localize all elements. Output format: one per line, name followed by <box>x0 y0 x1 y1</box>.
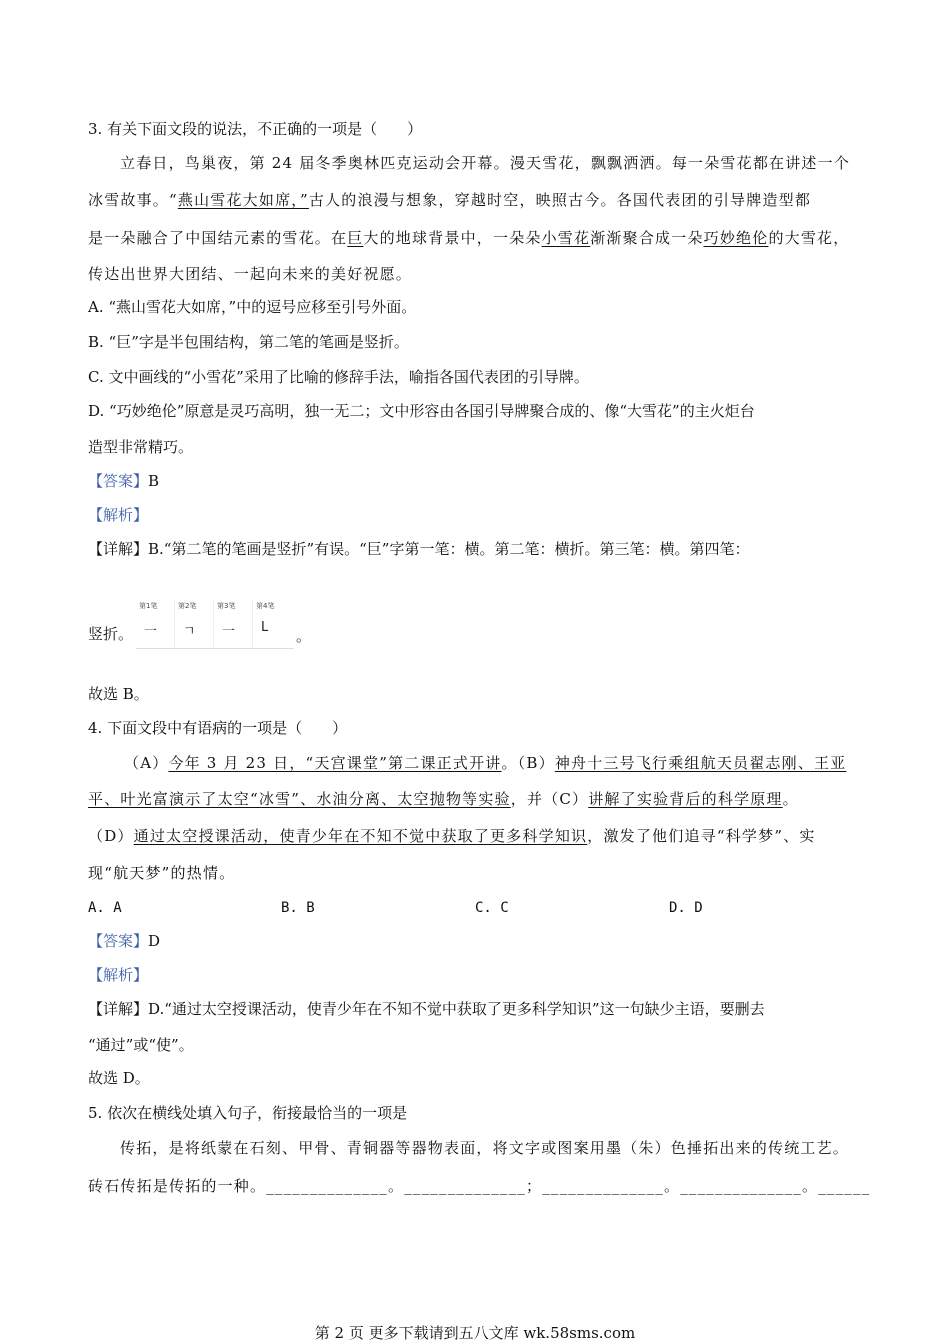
q4-answer: 【答案】D <box>88 932 161 950</box>
q4-passage-line-2: 平、叶光富演示了太空“冰雪”、水油分离、太空抛物等实验，并（C）讲解了实验背后的科学原理。 <box>88 790 799 808</box>
q3-analysis-tag: 【解析】 <box>88 506 149 524</box>
q4-option-c: C. C <box>475 900 509 916</box>
q3-passage-line-4: 传达出世界大团结、一起向未来的美好祝愿。 <box>88 265 413 283</box>
stroke-2: 第2笔 ㄱ <box>175 600 214 648</box>
q3-passage-line-2: 冰雪故事。“燕山雪花大如席，”古人的浪漫与想象，穿越时空，映照古今。各国代表团的引导牌造型都 <box>88 191 812 209</box>
q5-passage-line-2: 砖石传拓是传拓的一种。______________。______________；______________。______________。______ <box>88 1177 871 1195</box>
q4-conclusion: 故选 D。 <box>88 1069 150 1087</box>
q4-stem: 4. 下面文段中有语病的一项是（ ） <box>88 719 348 737</box>
q3-option-d-line-2: 造型非常精巧。 <box>88 438 194 456</box>
stroke-order-image <box>136 600 294 649</box>
q3-passage-line-3: 是一朵融合了中国结元素的雪花。在巨大的地球背景中，一朵朵小雪花渐渐聚合成一朵巧妙绝伦的大雪花， <box>88 229 850 247</box>
q3-stem: 3. 有关下面文段的说法，不正确的一项是（ ） <box>88 120 423 138</box>
answer-tag: 【答案】 <box>88 932 149 950</box>
stroke-1: 第1笔 一 <box>136 600 175 648</box>
q4-analysis-tag: 【解析】 <box>88 966 149 984</box>
stroke-4: 第4笔 L <box>256 602 275 635</box>
q3-passage-line-1: 立春日，鸟巢夜，第 24 届冬季奥林匹克运动会开幕。漫天雪花，飘飘洒洒。每一朵雪花都在讲述一个 <box>120 154 851 172</box>
q3-answer: 【答案】B <box>88 472 160 490</box>
q4-passage-line-1: （A）今年 3 月 23 日，“天宫课堂”第二课正式开讲。（B）神舟十三号飞行乘组航天员翟志刚、王亚 <box>124 754 847 772</box>
q4-passage-line-3: （D）通过太空授课活动，使青少年在不知不觉中获取了更多科学知识，激发了他们追寻“科学梦”、实 <box>88 827 816 845</box>
q3-detail-period: 。 <box>296 627 312 645</box>
q4-option-d: D. D <box>669 900 703 916</box>
q3-conclusion: 故选 B。 <box>88 685 149 703</box>
q5-stem: 5. 依次在横线处填入句子，衔接最恰当的一项是 <box>88 1104 408 1122</box>
q3-option-a: A. “燕山雪花大如席，”中的逗号应移至引号外面。 <box>88 298 417 316</box>
answer-tag: 【答案】 <box>88 472 149 490</box>
page-footer: 第 2 页 更多下载请到五八文库 wk.58sms.com <box>314 1324 636 1342</box>
q3-detail: 【详解】B.“第二笔的笔画是竖折”有误。“巨”字第一笔：横。第二笔：横折。第三笔：横。第四笔： <box>88 540 750 558</box>
q5-passage-line-1: 传拓，是将纸蒙在石刻、甲骨、青铜器等器物表面，将文字或图案用墨（朱）色捶拓出来的传统工艺。 <box>120 1139 850 1157</box>
q4-detail-line-1: 【详解】D.“通过太空授课活动，使青少年在不知不觉中获取了更多科学知识”这一句缺少主语，要删去 <box>88 1000 765 1018</box>
q4-detail-line-2: “通过”或“使”。 <box>88 1036 194 1054</box>
q4-passage-line-4: 现“航天梦”的热情。 <box>88 864 236 882</box>
stroke-3: 第3笔 一 <box>214 600 253 648</box>
q4-option-a: A. A <box>88 900 122 916</box>
q4-option-b: B. B <box>281 900 315 916</box>
q3-option-d-line-1: D. “巧妙绝伦”原意是灵巧高明，独一无二；文中形容由各国引导牌聚合成的、像“大雪花”的主火炬台 <box>88 402 755 420</box>
q3-option-c: C. 文中画线的“小雪花”采用了比喻的修辞手法，喻指各国代表团的引导牌。 <box>88 368 589 386</box>
q3-option-b: B. “巨”字是半包围结构，第二笔的笔画是竖折。 <box>88 333 409 351</box>
q3-detail-line-2: 竖折。 <box>88 625 134 643</box>
